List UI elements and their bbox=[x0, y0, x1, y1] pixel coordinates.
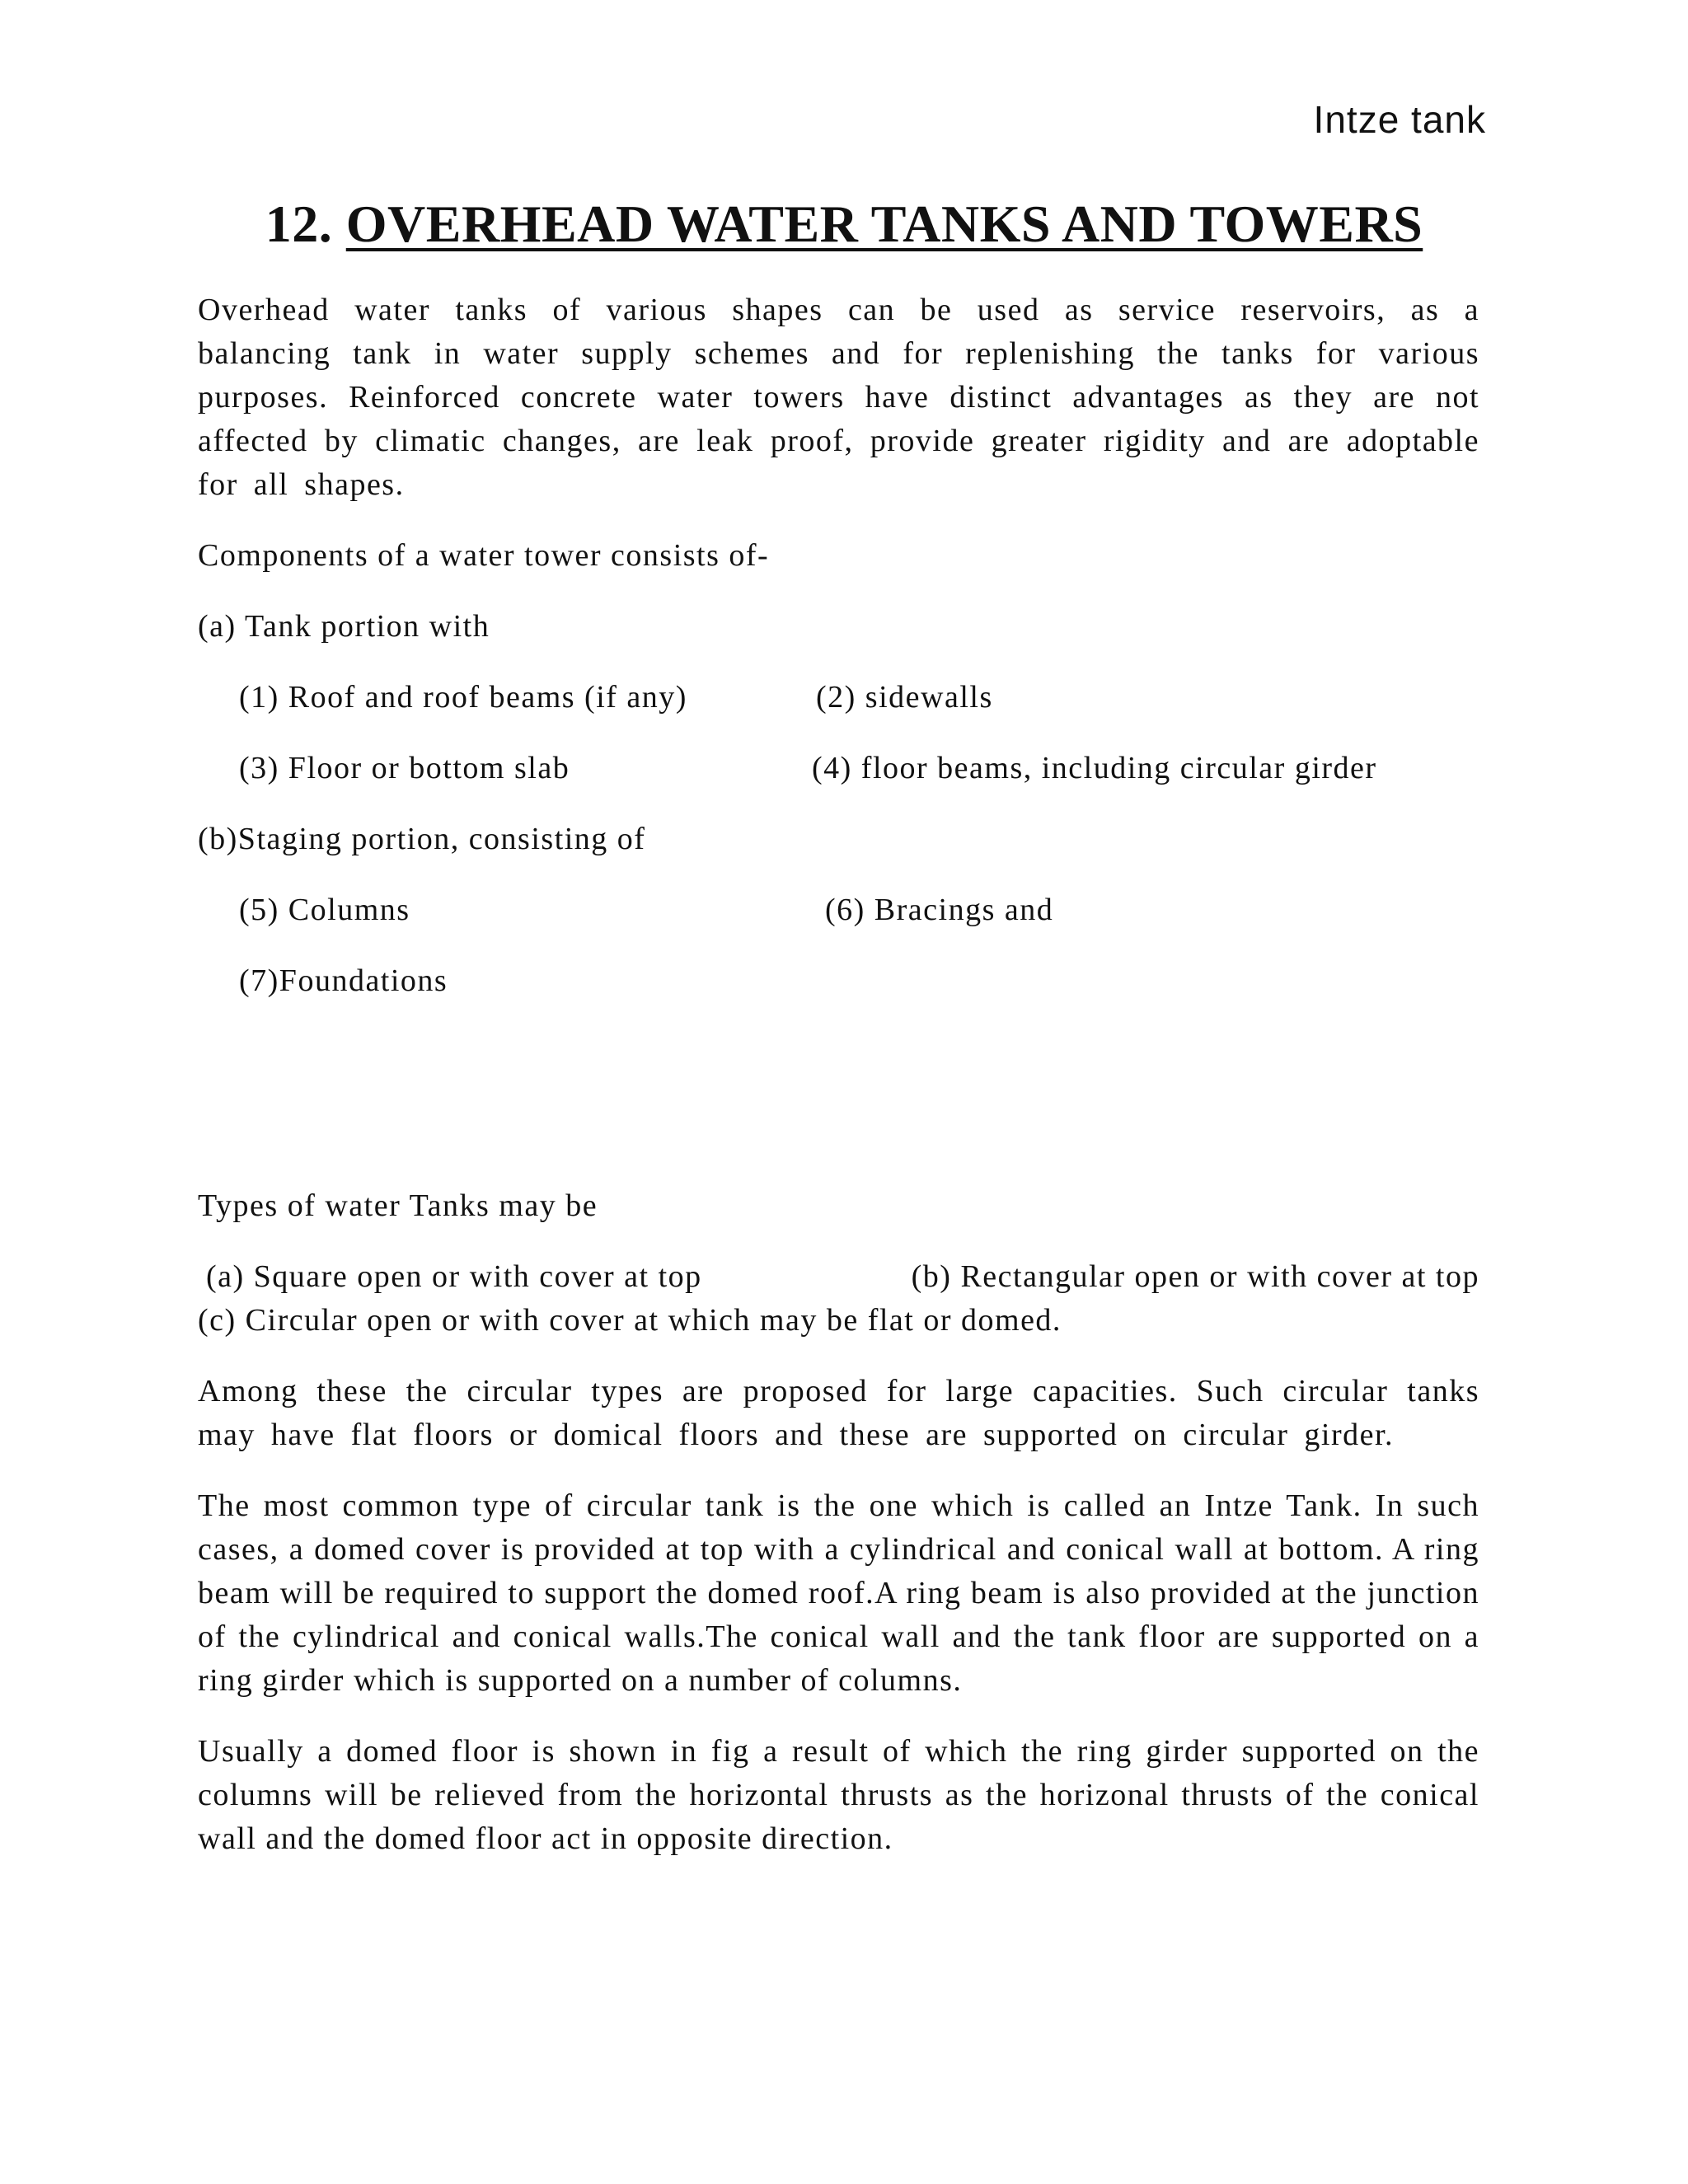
document-body bbox=[198, 288, 1479, 1861]
staging-portion-heading: (b)Staging portion, consisting of bbox=[198, 822, 646, 856]
component-row-3 bbox=[198, 888, 1479, 932]
component-item-2: (2) sidewalls bbox=[816, 680, 993, 715]
type-square: (a) Square open or with cover at top bbox=[206, 1259, 702, 1294]
domed-floor-paragraph: Usually a domed floor is shown in fig a result of which the ring girder supported on the columns will be relieved from the horizontal thrusts as the horizonal thrusts of the conical wall and the domed floor act in opposite direction. bbox=[198, 1734, 1479, 1856]
component-item-6: (6) Bracings and bbox=[825, 893, 1054, 927]
component-item-1: (1) Roof and roof beams (if any) bbox=[239, 680, 687, 715]
component-row-1 bbox=[198, 676, 1479, 719]
component-row-2 bbox=[198, 747, 1479, 790]
tank-portion-heading: (a) Tank portion with bbox=[198, 609, 490, 644]
component-item-5: (5) Columns bbox=[239, 893, 410, 927]
type-circular: (c) Circular open or with cover at which may be flat or domed. bbox=[198, 1303, 1062, 1338]
title-number: 12. bbox=[265, 194, 333, 253]
type-rectangular: (b) Rectangular open or with cover at top bbox=[911, 1259, 1479, 1294]
page-title bbox=[0, 194, 1688, 255]
header-note: Intze tank bbox=[1313, 98, 1486, 141]
title-text: OVERHEAD WATER TANKS AND TOWERS bbox=[345, 194, 1423, 253]
component-item-7: (7)Foundations bbox=[239, 963, 448, 998]
component-item-4: (4) floor beams, including circular girder bbox=[812, 751, 1377, 785]
intro-paragraph: Overhead water tanks of various shapes can be used as service reservoirs, as a balancing tank in water supply schemes and for replenishing the tanks for various purposes. Reinforced concrete water towers have distinct advantages as they are not affected by climatic changes, are leak proof, provide greater rigidity and are adoptable for all shapes. bbox=[198, 293, 1479, 502]
circular-paragraph: Among these the circular types are proposed for large capacities. Such circular tanks may have flat floors or domical floors and these are supported on circular girder. bbox=[198, 1374, 1479, 1452]
component-item-3: (3) Floor or bottom slab bbox=[239, 751, 570, 785]
types-heading: Types of water Tanks may be bbox=[198, 1188, 598, 1223]
intze-paragraph: The most common type of circular tank is the one which is called an Intze Tank. In such cases, a domed cover is provided at top with a cylindrical and conical wall at bottom. A ring beam will be required to support the domed roof.A ring beam is also provided at the junction of the cylindrical and conical walls.The conical wall and the tank floor are supported on a ring girder which is supported on a number of columns. bbox=[198, 1488, 1479, 1698]
components-heading: Components of a water tower consists of- bbox=[198, 538, 770, 573]
types-row bbox=[198, 1255, 1479, 1299]
